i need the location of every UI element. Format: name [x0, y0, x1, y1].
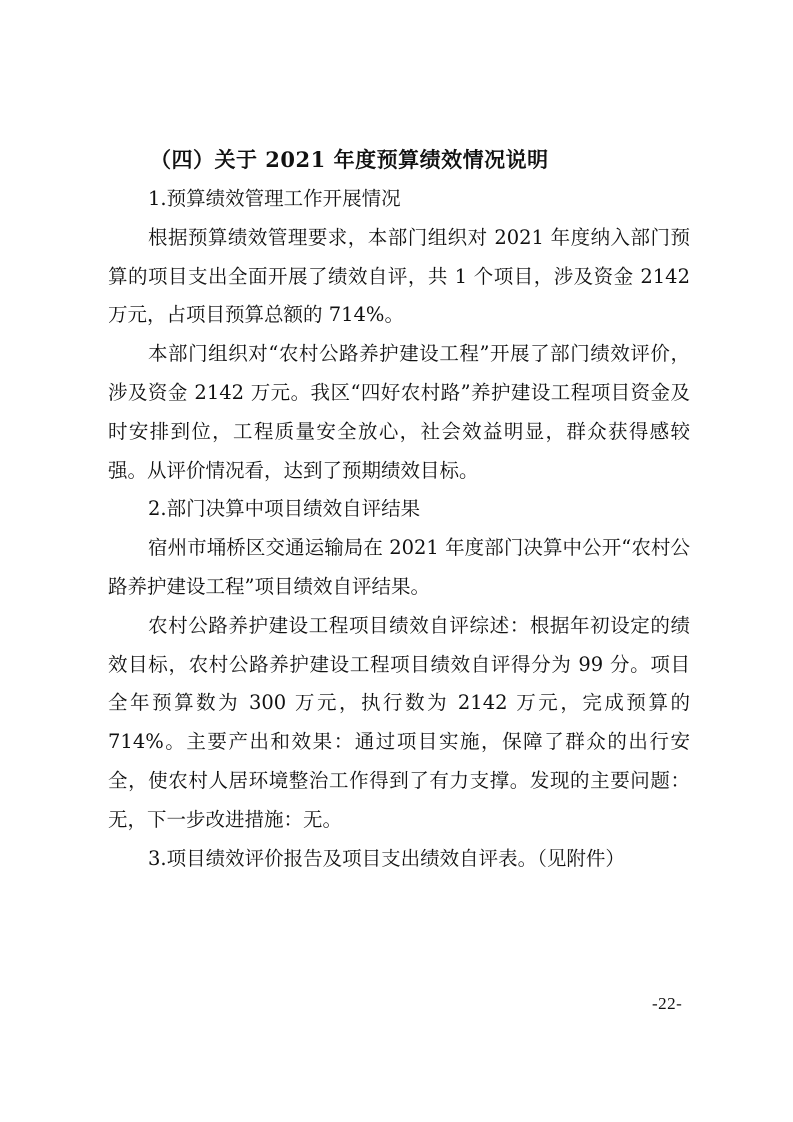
paragraph-1: 根据预算绩效管理要求，本部门组织对 2021 年度纳入部门预算的项目支出全面开展了绩效自评，共 1 个项目，涉及资金 2142 万元，占项目预算总额的 714%。	[108, 225, 690, 327]
section-heading: （四）关于 2021 年度预算绩效情况说明	[150, 147, 549, 172]
page-number: -22-	[652, 994, 683, 1013]
paragraph-4: 农村公路养护建设工程项目绩效自评综述：根据年初设定的绩效目标，农村公路养护建设工程项目绩效自评得分为 99 分。项目全年预算数为 300 万元，执行数为 2142 万元，完成预算的 714%。主要产出和效果：通过项目实施，保障了群众的出行安全，使农村人居环境整治工作得到了有力支撑。发现的主要问题：无，下一步改进措施：无。	[108, 613, 690, 831]
paragraph-3: 宿州市埇桥区交通运输局在 2021 年度部门决算中公开“农村公路养护建设工程”项目绩效自评结果。	[108, 536, 690, 598]
subsection-title-3: 3.项目绩效评价报告及项目支出绩效自评表。（见附件）	[148, 846, 625, 870]
subsection-title-2: 2.部门决算中项目绩效自评结果	[148, 497, 421, 521]
subsection-title-1: 1.预算绩效管理工作开展情况	[148, 187, 401, 210]
paragraph-2: 本部门组织对“农村公路养护建设工程”开展了部门绩效评价，涉及资金 2142 万元。我区“四好农村路”养护建设工程项目资金及时安排到位，工程质量安全放心，社会效益明显，群众获得感较强。从评价情况看，达到了预期绩效目标。	[108, 342, 690, 482]
document-body	[108, 140, 690, 878]
